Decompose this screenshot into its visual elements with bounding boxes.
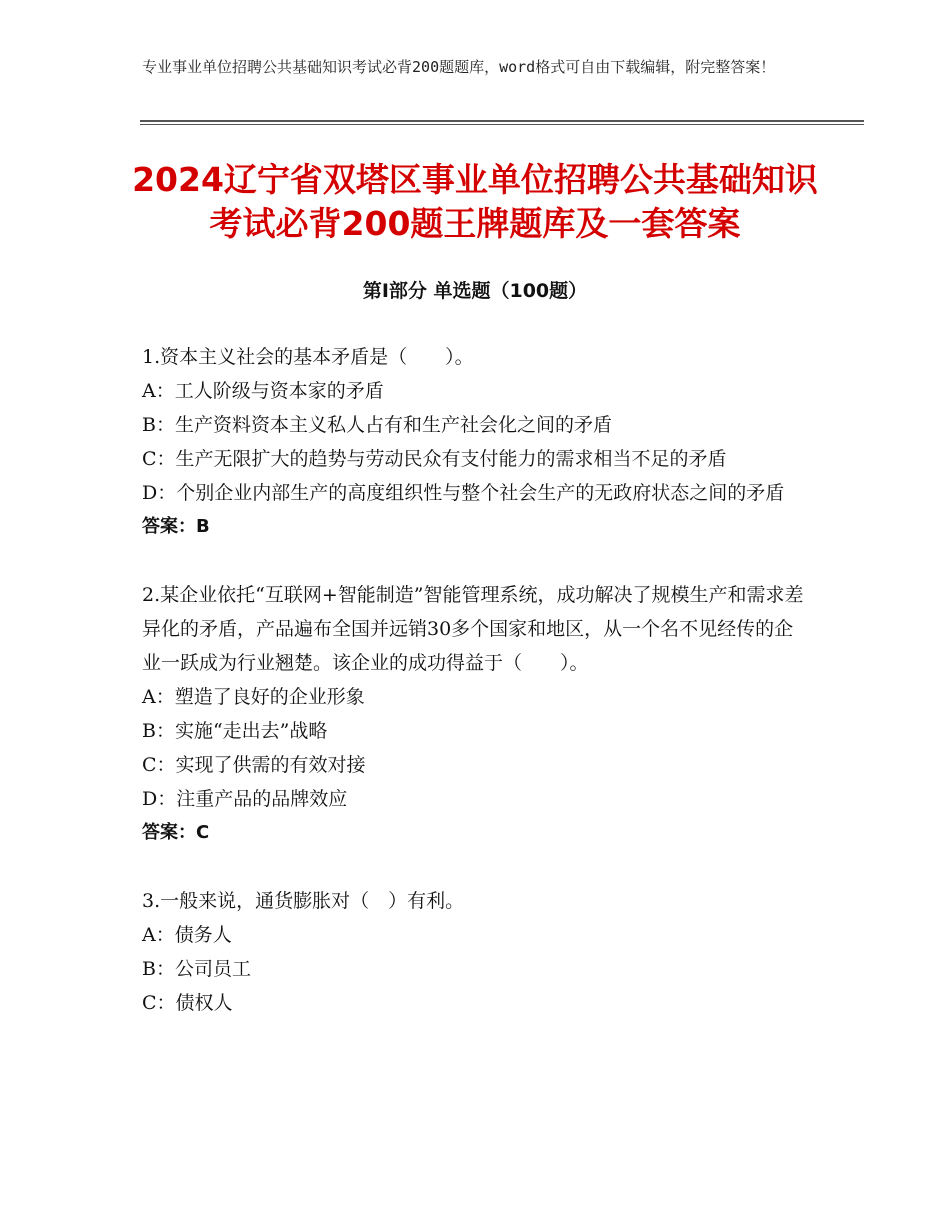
question-stem: 2.某企业依托“互联网+智能制造”智能管理系统，成功解决了规模生产和需求差异化的矛盾，产品遍布全国并远销30多个国家和地区，从一个名不见经传的企业一跃成为行业翘楚。该企业的成功得益于（ ）。 [142, 584, 804, 674]
question-1 [142, 340, 808, 544]
answer: 答案：C [142, 822, 210, 843]
header-rule-thick [140, 120, 864, 122]
option-c: C：生产无限扩大的趋势与劳动民众有支付能力的需求相当不足的矛盾 [142, 448, 727, 470]
question-stem: 1.资本主义社会的基本矛盾是（ ）。 [142, 346, 474, 368]
question-stem: 3.一般来说，通货膨胀对（ ）有利。 [142, 890, 465, 912]
option-b: B：实施“走出去”战略 [142, 720, 328, 742]
section-title: 第Ⅰ部分 单选题（100题） [362, 280, 588, 302]
option-b: B：公司员工 [142, 958, 251, 980]
option-c: C：实现了供需的有效对接 [142, 754, 366, 776]
question-2 [142, 578, 808, 850]
option-b: B：生产资料资本主义私人占有和生产社会化之间的矛盾 [142, 414, 612, 436]
answer: 答案：B [142, 516, 210, 537]
option-d: D：个别企业内部生产的高度组织性与整个社会生产的无政府状态之间的矛盾 [142, 482, 785, 504]
header-rule-thin [140, 124, 864, 125]
question-list [142, 340, 808, 1054]
document-title: 2024辽宁省双塔区事业单位招聘公共基础知识考试必背200题王牌题库及一套答案 [132, 160, 818, 243]
option-a: A：工人阶级与资本家的矛盾 [142, 380, 384, 402]
question-3 [142, 884, 808, 1020]
option-a: A：塑造了良好的企业形象 [142, 686, 365, 708]
header-note: 专业事业单位招聘公共基础知识考试必背200题题库，word格式可自由下载编辑，附完整答案！ [142, 58, 776, 76]
option-d: D：注重产品的品牌效应 [142, 788, 348, 810]
option-c: C：债权人 [142, 992, 233, 1014]
option-a: A：债务人 [142, 924, 232, 946]
